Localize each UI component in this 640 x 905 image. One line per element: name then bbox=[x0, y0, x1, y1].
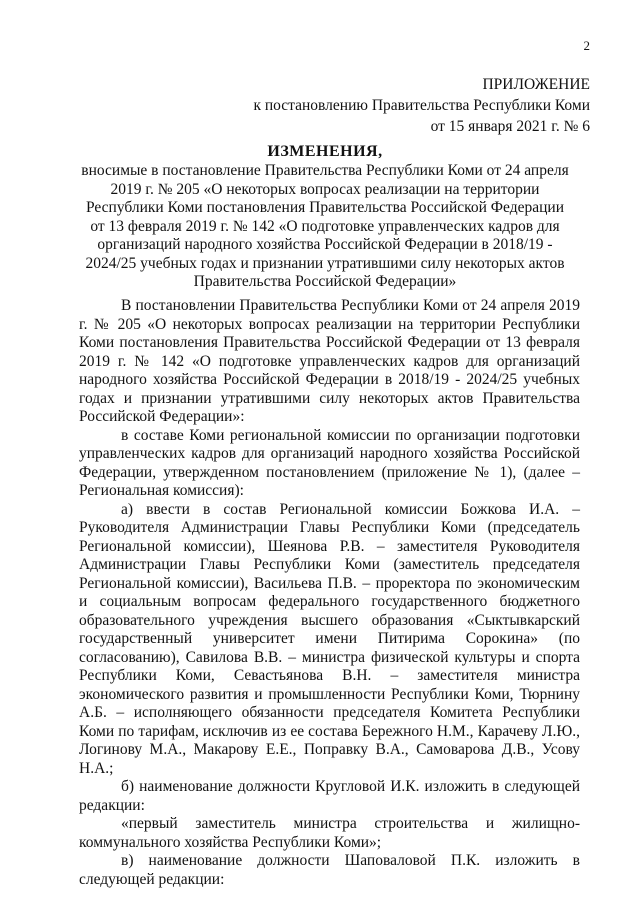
appendix-header bbox=[253, 74, 590, 137]
paragraph-commission: в составе Коми региональной комиссии по организации подготовки управленческих кадров для организаций народного хозяйства Российской Федерации, утвержденном постановлением (приложение № 1), (далее – Региональная комиссия): bbox=[79, 426, 580, 499]
appendix-reference: к постановлению Правительства Республики Коми bbox=[253, 97, 590, 114]
paragraph-item-b: б) наименование должности Кругловой И.К. изложить в следующей редакции: bbox=[79, 778, 580, 814]
document-body bbox=[79, 297, 580, 889]
document-subtitle: вносимые в постановление Правительства Республики Коми от 24 апреля 2019 г. № 205 «О некоторых вопросах реализации на территории Республики Коми постановления Правительства Российской Федерации от 13 февраля 2019 г. № 142 «О подготовке управленческих кадров для организаций народного хозяйства Российской Федерации в 2018/19 - 2024/25 учебных годах и признании утратившими силу некоторых актов Правительства Российской Федерации» bbox=[81, 162, 569, 290]
page-number: 2 bbox=[583, 38, 590, 53]
document-title: ИЗМЕНЕНИЯ, bbox=[267, 143, 383, 160]
appendix-label: ПРИЛОЖЕНИЕ bbox=[482, 76, 590, 93]
paragraph-item-a: а) ввести в состав Региональной комиссии Божкова И.А. – Руководителя Администрации Главы Республики Коми (председатель Региональной комиссии), Шеянова Р.В. – заместителя Руководителя Администрации Главы Республики Коми (заместитель председателя Региональной комиссии), Васильева П.В. – проректора по экономическим и социальным вопросам федерального государственного бюджетного образовательного учреждения высшего образования «Сыктывкарский государственный университет имени Питирима Сорокина» (по согласованию), Савилова В.В. – министра физической культуры и спорта Республики Коми, Севастьянова В.Н. – заместителя министра экономического развития и промышленности Республики Коми, Тюрнину А.Б. – исполняющего обязанности председателя Комитета Республики Коми по тарифам, исключив из ее состава Бережного Н.М., Карачеву Л.Ю., Логинову М.А., Макарову Е.Е., Поправку В.А., Самоварова Д.В., Усову Н.А.; bbox=[79, 500, 580, 777]
paragraph-item-b-text: «первый заместитель министра строительства и жилищно-коммунального хозяйства Республики Коми»; bbox=[79, 815, 580, 851]
paragraph-item-v: в) наименование должности Шаповаловой П.К. изложить в следующей редакции: bbox=[79, 852, 580, 888]
appendix-date: от 15 января 2021 г. № 6 bbox=[430, 118, 590, 135]
paragraph-intro: В постановлении Правительства Республики Коми от 24 апреля 2019 г. № 205 «О некоторых вопросах реализации на территории Республики Коми постановления Правительства Российской Федерации от 13 февраля 2019 г. № 142 «О подготовке управленческих кадров для организаций народного хозяйства Российской Федерации в 2018/19 - 2024/25 учебных годах и признании утратившими силу некоторых актов Правительства Российской Федерации»: bbox=[79, 297, 580, 425]
